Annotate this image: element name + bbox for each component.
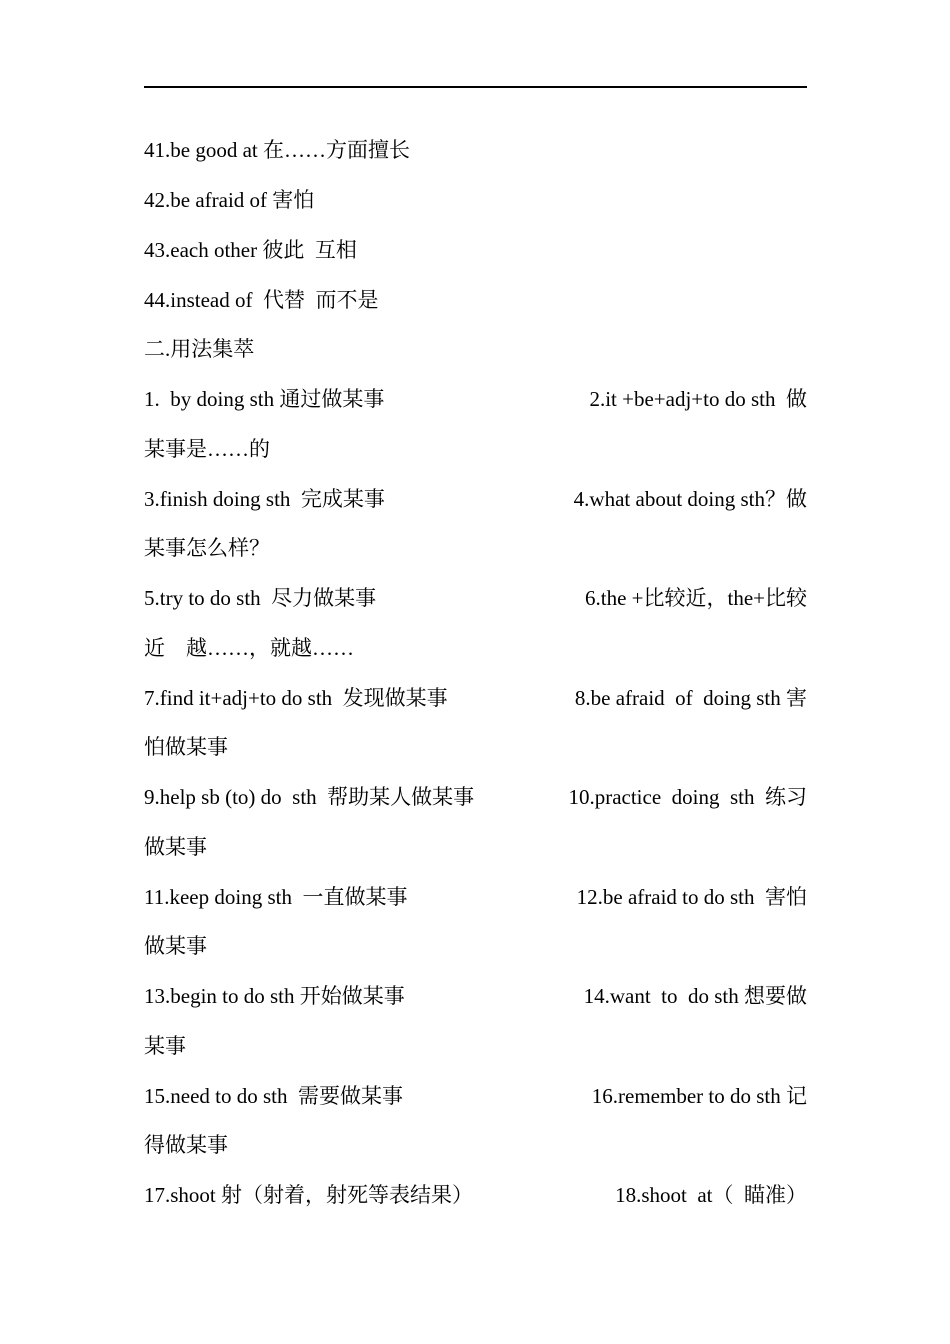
- usage-right: 16.remember to do sth 记: [591, 1084, 807, 1108]
- usage-left: 5.try to do sth 尽力做某事: [144, 586, 377, 610]
- usage-left: 得做某事: [144, 1133, 228, 1157]
- usage-line: [144, 683, 807, 713]
- vocab-item-44: 44.instead of 代替 而不是: [144, 288, 379, 312]
- usage-left: 某事怎么样？: [144, 536, 270, 560]
- usage-right: 10.practice doing sth 练习: [568, 785, 807, 809]
- usage-line: [144, 633, 807, 663]
- usage-line: [144, 1180, 807, 1210]
- usage-line: [144, 384, 807, 414]
- usage-left: 9.help sb (to) do sth 帮助某人做某事: [144, 785, 475, 809]
- vocab-item-42: 42.be afraid of 害怕: [144, 188, 315, 212]
- usage-right: 8.be afraid of doing sth 害: [574, 686, 807, 710]
- usage-line: [144, 782, 807, 812]
- usage-line: [144, 1081, 807, 1111]
- usage-line: [144, 882, 807, 912]
- usage-line: [144, 484, 807, 514]
- usage-left: 近 越……，就越……: [144, 636, 354, 660]
- usage-left: 7.find it+adj+to do sth 发现做某事: [144, 686, 448, 710]
- usage-left: 15.need to do sth 需要做某事: [144, 1084, 403, 1108]
- usage-left: 1. by doing sth 通过做某事: [144, 387, 385, 411]
- usage-right: 18.shoot at（ 瞄准）: [615, 1183, 807, 1207]
- usage-right: 4.what about doing sth？做: [573, 487, 807, 511]
- usage-left: 怕做某事: [144, 735, 228, 759]
- usage-left: 3.finish doing sth 完成某事: [144, 487, 385, 511]
- usage-line: [144, 1130, 807, 1160]
- usage-line: [144, 583, 807, 613]
- usage-line: [144, 832, 807, 862]
- usage-right: 2.it +be+adj+to do sth 做: [589, 387, 807, 411]
- vocab-item-41: 41.be good at 在……方面擅长: [144, 138, 410, 162]
- usage-right: 6.the +比较近，the+比较: [585, 586, 807, 610]
- usage-line: [144, 732, 807, 762]
- usage-line: [144, 981, 807, 1011]
- vocab-item-43: 43.each other 彼此 互相: [144, 238, 357, 262]
- usage-left: 做某事: [144, 835, 207, 859]
- section-title: 二.用法集萃: [144, 337, 255, 361]
- usage-right: 12.be afraid to do sth 害怕: [576, 885, 807, 909]
- usage-right: 14.want to do sth 想要做: [583, 984, 807, 1008]
- usage-line: [144, 434, 807, 464]
- usage-line: [144, 1031, 807, 1061]
- usage-left: 做某事: [144, 934, 207, 958]
- usage-left: 某事: [144, 1034, 186, 1058]
- header-rule: [144, 86, 807, 88]
- usage-left: 某事是……的: [144, 437, 270, 461]
- usage-line: [144, 931, 807, 961]
- usage-left: 11.keep doing sth 一直做某事: [144, 885, 408, 909]
- usage-line: [144, 533, 807, 563]
- usage-left: 17.shoot 射（射着，射死等表结果）: [144, 1183, 474, 1207]
- usage-left: 13.begin to do sth 开始做某事: [144, 984, 405, 1008]
